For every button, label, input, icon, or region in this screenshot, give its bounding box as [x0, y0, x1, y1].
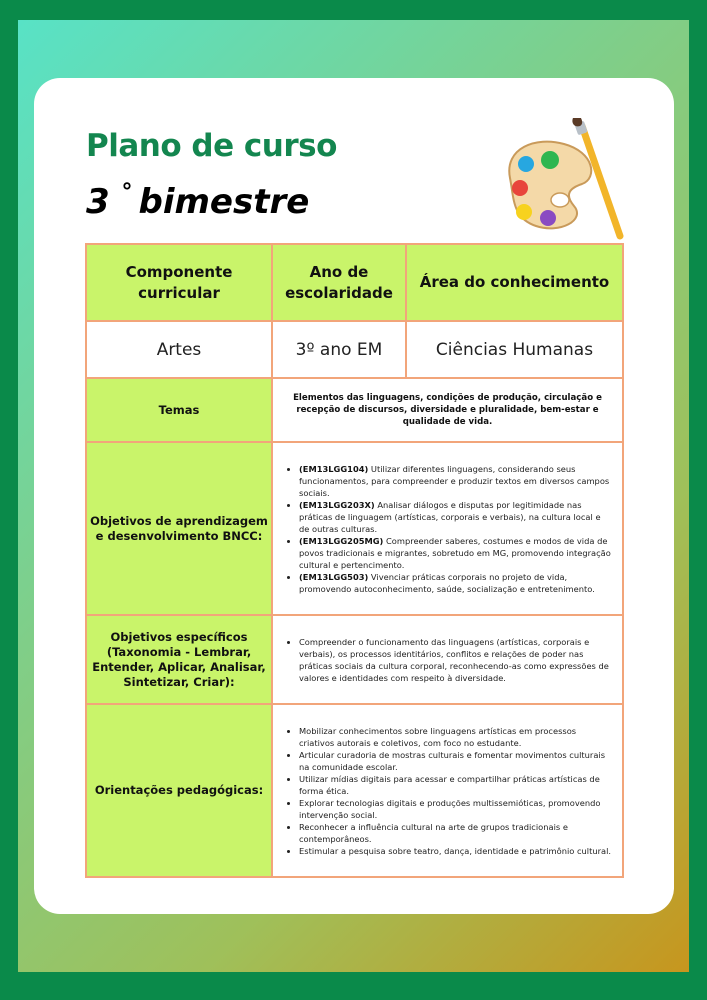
objetivos-bncc-cell	[272, 442, 623, 615]
list-item: • (EM13LGG503) Vivenciar práticas corporais no projeto de vida, promovendo autoconhecimento, saúde, socialização e entretenimento.	[299, 571, 612, 595]
temas-label: Temas	[86, 378, 272, 442]
orientacoes-label: Orientações pedagógicas:	[86, 704, 272, 877]
list-item: • Reconhecer a influência cultural na arte de grupos tradicionais e contemporâneos.	[299, 821, 612, 845]
value-ano: 3º ano EM	[272, 321, 406, 378]
list-item: • (EM13LGG104) Utilizar diferentes linguagens, considerando seus funcionamentos, para compreender e produzir textos em diversos campos sociais.	[299, 463, 612, 499]
orientacoes-cell	[272, 704, 623, 877]
list-item: • Utilizar mídias digitais para acessar e compartilhar práticas artísticas de forma ética.	[299, 773, 612, 797]
list-item: • (EM13LGG203X) Analisar diálogos e disputas por legitimidade nas práticas de linguagem (artísticas, corporais e verbais), na cultura local e de outras culturas.	[299, 499, 612, 535]
objetivos-bncc-label: Objetivos de aprendizagem e desenvolvimento BNCC:	[86, 442, 272, 615]
bimestre-word: bimestre	[138, 182, 310, 222]
list-item: • Mobilizar conhecimentos sobre linguagens artísticas em processos criativos autorais e coletivos, com foco no estudante.	[299, 725, 612, 749]
header-ano: Ano de escolaridade	[272, 244, 406, 321]
objetivos-especificos-label: Objetivos específicos (Taxonomia - Lembrar, Entender, Aplicar, Analisar, Sintetizar, Criar):	[86, 615, 272, 704]
value-area: Ciências Humanas	[406, 321, 623, 378]
objetivos-bncc-list	[273, 463, 622, 595]
objetivos-especificos-cell	[272, 615, 623, 704]
objetivos-especificos-list	[273, 636, 622, 684]
page-title: Plano de curso	[86, 128, 337, 164]
list-item: • Explorar tecnologias digitais e produções multissemióticas, promovendo intervenção social.	[299, 797, 612, 821]
course-plan-table	[85, 243, 624, 878]
list-item: • Compreender o funcionamento das linguagens (artísticas, corporais e verbais), os processos identitários, conflitos e relações de poder nas práticas sociais da cultura corporal, reconhecendo-as como expressões de valores e identidades com respeito à diversidade.	[299, 636, 612, 684]
header-area: Área do conhecimento	[406, 244, 623, 321]
temas-text: Elementos das linguagens, condições de produção, circulação e recepção de discursos, diversidade e pluralidade, bem-estar e qualidade de vida.	[272, 378, 623, 442]
bimestre-degree: °	[121, 180, 133, 205]
list-item: • Estimular a pesquisa sobre teatro, dança, identidade e patrimônio cultural.	[299, 845, 612, 857]
header-componente: Componente curricular	[86, 244, 272, 321]
list-item: • (EM13LGG205MG) Compreender saberes, costumes e modos de vida de povos tradicionais e migrantes, sobretudo em MG, promovendo integração cultural e pertencimento.	[299, 535, 612, 571]
orientacoes-list	[273, 725, 622, 857]
paint-palette-icon	[490, 118, 630, 246]
list-item: • Articular curadoria de mostras culturais e fomentar movimentos culturais na comunidade escolar.	[299, 749, 612, 773]
bimestre-number: 3	[86, 182, 110, 222]
value-componente: Artes	[86, 321, 272, 378]
bimestre-heading	[86, 182, 309, 222]
